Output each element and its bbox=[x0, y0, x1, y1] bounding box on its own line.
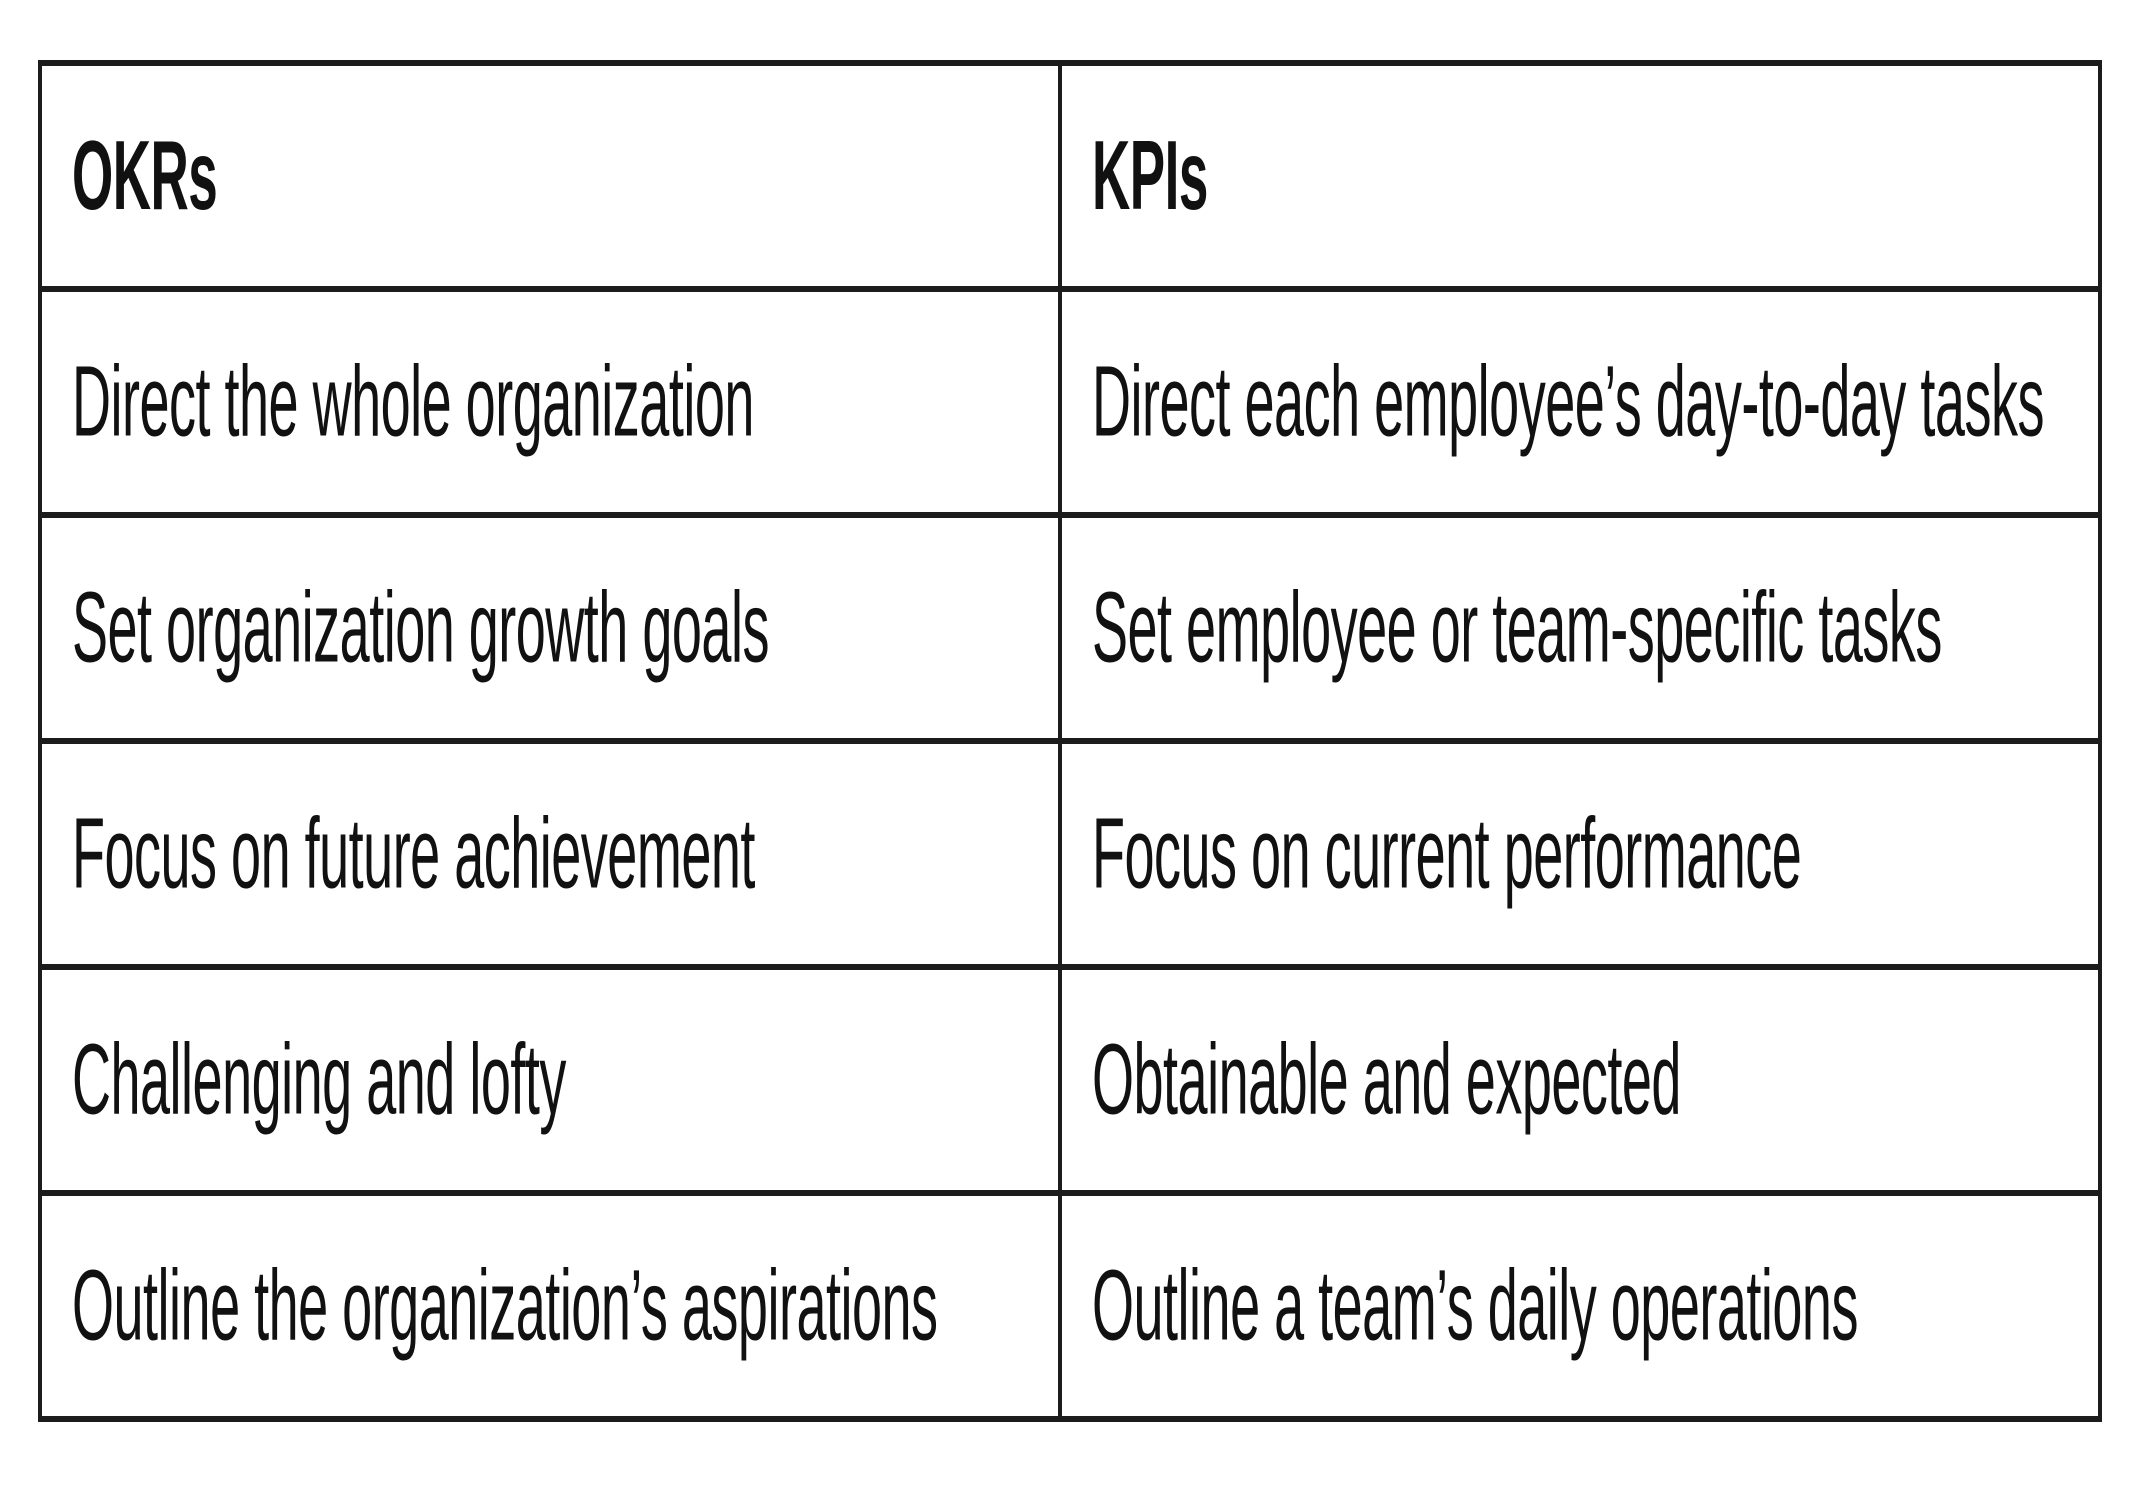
okr-cell-text: Challenging and lofty bbox=[72, 1024, 566, 1136]
kpi-cell-text: Set employee or team-specific tasks bbox=[1092, 572, 1942, 684]
okr-kpi-comparison-table bbox=[38, 60, 2102, 1422]
table-row bbox=[42, 1196, 2098, 1416]
okr-cell-text: Set organization growth goals bbox=[72, 572, 769, 684]
okr-cell-text: Direct the whole organization bbox=[72, 346, 754, 458]
kpi-cell-text: Focus on current performance bbox=[1092, 798, 1802, 910]
okr-cell bbox=[42, 292, 1062, 512]
okr-cell-text: Outline the organization’s aspirations bbox=[72, 1250, 938, 1362]
table-header-row bbox=[42, 66, 2098, 292]
kpi-cell-text: Outline a team’s daily operations bbox=[1092, 1250, 1858, 1362]
kpi-cell bbox=[1062, 518, 2098, 738]
table-row bbox=[42, 292, 2098, 518]
table-row bbox=[42, 518, 2098, 744]
okr-cell bbox=[42, 744, 1062, 964]
kpi-cell-text: Direct each employee’s day-to-day tasks bbox=[1092, 346, 2044, 458]
okr-cell bbox=[42, 970, 1062, 1190]
kpi-cell-text: Obtainable and expected bbox=[1092, 1024, 1681, 1136]
okr-cell bbox=[42, 518, 1062, 738]
table-row bbox=[42, 744, 2098, 970]
okrs-column-header: OKRs bbox=[72, 121, 218, 231]
table-row bbox=[42, 970, 2098, 1196]
kpi-cell bbox=[1062, 744, 2098, 964]
kpi-cell bbox=[1062, 292, 2098, 512]
header-cell-okrs bbox=[42, 66, 1062, 286]
kpi-cell bbox=[1062, 970, 2098, 1190]
okr-cell-text: Focus on future achievement bbox=[72, 798, 755, 910]
header-cell-kpis bbox=[1062, 66, 2098, 286]
kpi-cell bbox=[1062, 1196, 2098, 1416]
okr-cell bbox=[42, 1196, 1062, 1416]
kpis-column-header: KPIs bbox=[1092, 121, 1208, 231]
